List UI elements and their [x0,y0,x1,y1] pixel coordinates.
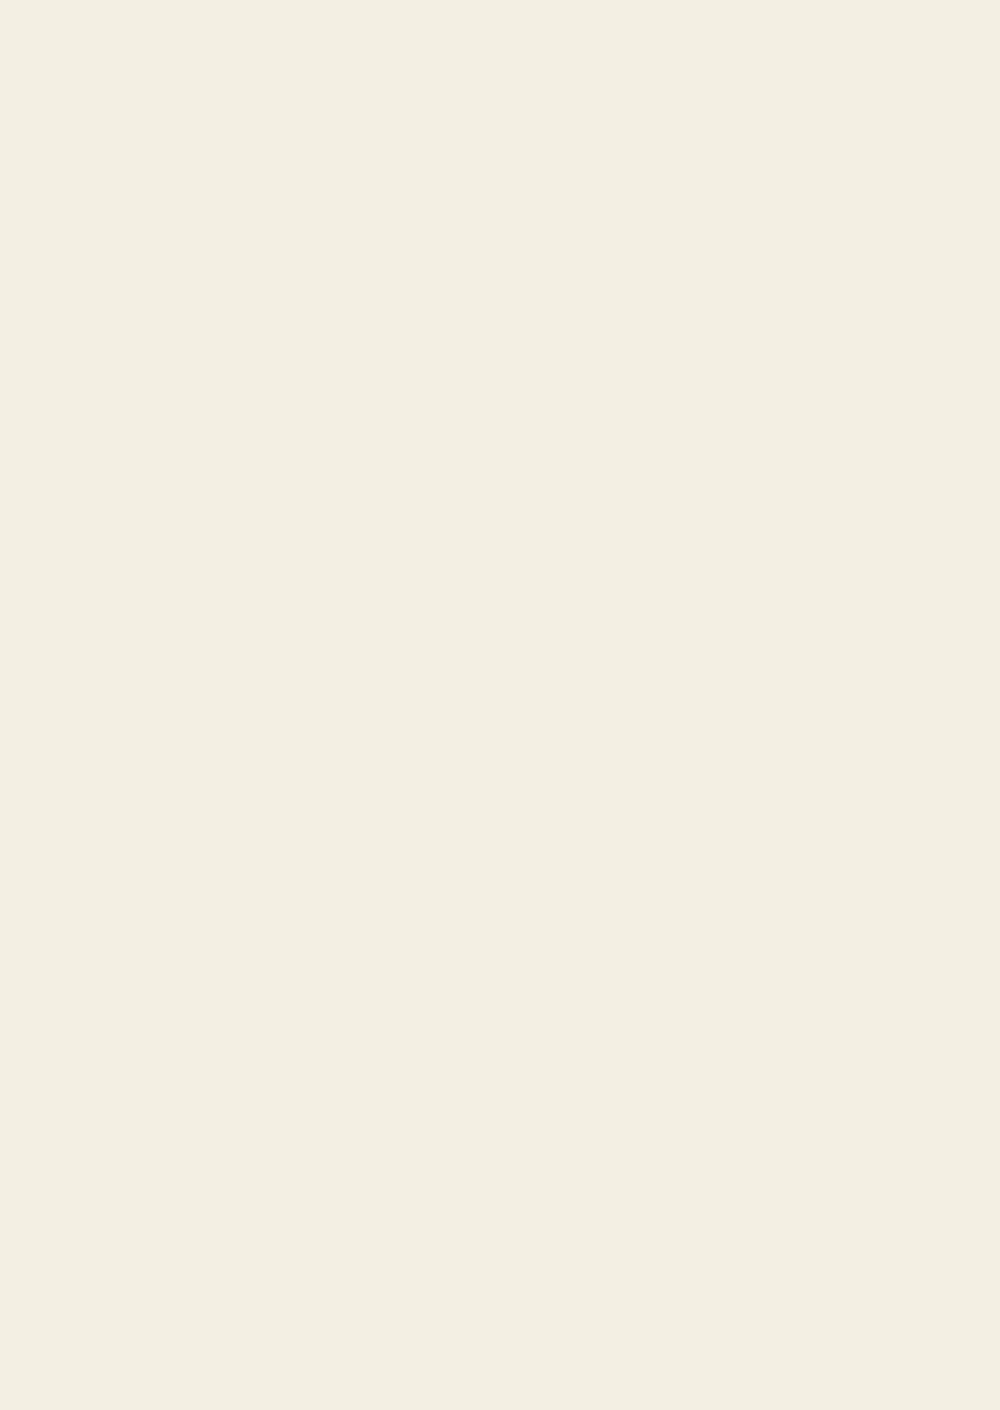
text-band-1 [60,190,850,458]
text-band-2 [95,480,885,742]
text-band-3 [85,768,900,1030]
text-band-4 [60,1055,900,1325]
